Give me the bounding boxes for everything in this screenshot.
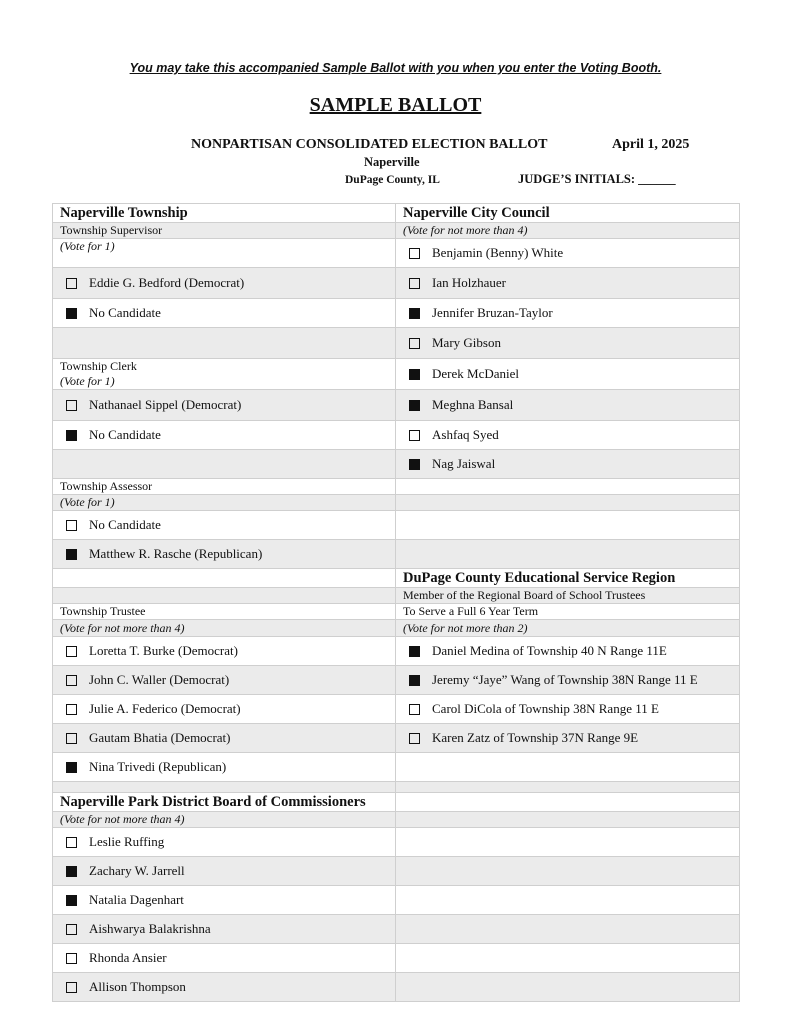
- council-instruction: (Vote for not more than 4): [396, 223, 740, 239]
- empty-cell: [396, 915, 740, 944]
- esr-instruction: (Vote for not more than 2): [396, 620, 740, 637]
- empty-cell: [396, 886, 740, 915]
- checkbox[interactable]: [66, 924, 77, 935]
- checkbox[interactable]: [66, 430, 77, 441]
- office-label: Township Clerk: [60, 359, 137, 373]
- ballot-option[interactable]: [53, 511, 396, 540]
- checkbox[interactable]: [409, 338, 420, 349]
- candidate-name: Jennifer Bruzan-Taylor: [432, 305, 553, 320]
- empty-cell: [396, 479, 740, 495]
- empty-cell: [53, 782, 396, 793]
- empty-cell: [53, 328, 396, 359]
- empty-cell: [396, 828, 740, 857]
- ballot-option[interactable]: [53, 666, 396, 695]
- checkbox[interactable]: [409, 400, 420, 411]
- esr-term: To Serve a Full 6 Year Term: [396, 604, 740, 620]
- clerk-instruction: (Vote for 1): [60, 374, 115, 388]
- candidate-name: No Candidate: [89, 305, 161, 320]
- empty-cell: [396, 540, 740, 569]
- candidate-name: Jeremy “Jaye” Wang of Township 38N Range 11 E: [432, 672, 698, 687]
- ballot-option[interactable]: [53, 857, 396, 886]
- candidate-name: Nina Trivedi (Republican): [89, 759, 227, 774]
- checkbox[interactable]: [66, 549, 77, 560]
- candidate-name: No Candidate: [89, 427, 161, 442]
- ballot-option[interactable]: [53, 915, 396, 944]
- candidate-name: Ian Holzhauer: [432, 275, 506, 290]
- checkbox[interactable]: [409, 704, 420, 715]
- candidate-name: Loretta T. Burke (Democrat): [89, 643, 238, 658]
- checkbox[interactable]: [66, 733, 77, 744]
- ballot-option[interactable]: [396, 268, 740, 299]
- ballot-option[interactable]: [53, 421, 396, 450]
- checkbox[interactable]: [66, 895, 77, 906]
- candidate-name: Nag Jaiswal: [432, 456, 496, 471]
- ballot-option[interactable]: [53, 944, 396, 973]
- empty-cell: [53, 588, 396, 604]
- checkbox[interactable]: [66, 953, 77, 964]
- empty-cell: [396, 793, 740, 812]
- ballot-option[interactable]: [396, 666, 740, 695]
- empty-cell: [396, 857, 740, 886]
- assessor-instruction: (Vote for 1): [53, 495, 396, 511]
- empty-cell: [396, 812, 740, 828]
- judge-initials-field: JUDGE’S INITIALS: ______: [518, 172, 676, 186]
- ballot-option[interactable]: [396, 695, 740, 724]
- empty-cell: [396, 782, 740, 793]
- checkbox[interactable]: [66, 646, 77, 657]
- candidate-name: Daniel Medina of Township 40 N Range 11E: [432, 643, 667, 658]
- candidate-name: Nathanael Sippel (Democrat): [89, 397, 242, 412]
- candidate-name: Zachary W. Jarrell: [89, 863, 185, 878]
- esr-office: Member of the Regional Board of School Trustees: [396, 588, 740, 604]
- candidate-name: Ashfaq Syed: [432, 427, 499, 442]
- ballot-option[interactable]: [53, 637, 396, 666]
- ballot-option[interactable]: [396, 239, 740, 268]
- candidate-name: Mary Gibson: [432, 335, 501, 350]
- candidate-name: John C. Waller (Democrat): [89, 672, 230, 687]
- ballot-table: [52, 203, 740, 1002]
- voting-booth-notice: You may take this accompanied Sample Ballot with you when you enter the Voting Booth.: [129, 61, 662, 75]
- ballot-option[interactable]: [53, 973, 396, 1002]
- ballot-option[interactable]: [396, 450, 740, 479]
- candidate-name: Matthew R. Rasche (Republican): [89, 546, 263, 561]
- ballot-option[interactable]: [53, 886, 396, 915]
- candidate-name: Eddie G. Bedford (Democrat): [89, 275, 245, 290]
- empty-cell: [396, 973, 740, 1002]
- checkbox[interactable]: [409, 459, 420, 470]
- empty-cell: [53, 450, 396, 479]
- empty-cell: [396, 511, 740, 540]
- candidate-name: Derek McDaniel: [432, 366, 519, 381]
- candidate-name: Leslie Ruffing: [89, 834, 165, 849]
- supervisor-instruction: (Vote for 1): [53, 239, 396, 268]
- checkbox[interactable]: [66, 866, 77, 877]
- checkbox[interactable]: [66, 837, 77, 848]
- county-name: DuPage County, IL: [345, 174, 440, 186]
- ballot-option[interactable]: [396, 390, 740, 421]
- checkbox[interactable]: [409, 675, 420, 686]
- candidate-name: Karen Zatz of Township 37N Range 9E: [432, 730, 639, 745]
- contest-title-esr: DuPage County Educational Service Region: [396, 569, 740, 588]
- contest-title-township: Naperville Township: [53, 204, 396, 223]
- ballot-option[interactable]: [53, 540, 396, 569]
- checkbox[interactable]: [409, 733, 420, 744]
- checkbox[interactable]: [66, 704, 77, 715]
- checkbox[interactable]: [409, 278, 420, 289]
- checkbox[interactable]: [66, 762, 77, 773]
- empty-cell: [53, 569, 396, 588]
- checkbox[interactable]: [409, 430, 420, 441]
- election-date: April 1, 2025: [612, 137, 690, 152]
- ballot-option[interactable]: [53, 268, 396, 299]
- ballot-option[interactable]: [396, 421, 740, 450]
- office-township-supervisor: Township Supervisor: [53, 223, 396, 239]
- candidate-name: Allison Thompson: [89, 979, 186, 994]
- empty-cell: [396, 944, 740, 973]
- ballot-option[interactable]: [53, 753, 396, 782]
- ballot-option[interactable]: [396, 299, 740, 328]
- checkbox[interactable]: [409, 308, 420, 319]
- empty-cell: [396, 495, 740, 511]
- candidate-name: Benjamin (Benny) White: [432, 245, 564, 260]
- candidate-name: Aishwarya Balakrishna: [89, 921, 211, 936]
- candidate-name: No Candidate: [89, 517, 161, 532]
- ballot-option[interactable]: [396, 328, 740, 359]
- checkbox[interactable]: [66, 278, 77, 289]
- checkbox[interactable]: [409, 646, 420, 657]
- checkbox[interactable]: [409, 369, 420, 380]
- ballot-name: NONPARTISAN CONSOLIDATED ELECTION BALLOT: [191, 137, 548, 152]
- ballot-option[interactable]: [396, 359, 740, 390]
- contest-title-city-council: Naperville City Council: [396, 204, 740, 223]
- city-name: Naperville: [364, 155, 420, 169]
- checkbox[interactable]: [66, 400, 77, 411]
- ballot-option[interactable]: [53, 299, 396, 328]
- ballot-option[interactable]: [396, 724, 740, 753]
- candidate-name: Rhonda Ansier: [89, 950, 167, 965]
- ballot-option[interactable]: [396, 637, 740, 666]
- candidate-name: Natalia Dagenhart: [89, 892, 184, 907]
- candidate-name: Carol DiCola of Township 38N Range 11 E: [432, 701, 659, 716]
- office-township-trustee: Township Trustee: [53, 604, 396, 620]
- page-title: SAMPLE BALLOT: [309, 94, 482, 116]
- candidate-name: Meghna Bansal: [432, 397, 514, 412]
- empty-cell: [396, 753, 740, 782]
- office-township-clerk: [53, 359, 396, 390]
- checkbox[interactable]: [66, 675, 77, 686]
- checkbox[interactable]: [66, 520, 77, 531]
- ballot-option[interactable]: [53, 695, 396, 724]
- checkbox[interactable]: [66, 982, 77, 993]
- ballot-option[interactable]: [53, 828, 396, 857]
- checkbox[interactable]: [409, 248, 420, 259]
- candidate-name: Gautam Bhatia (Democrat): [89, 730, 231, 745]
- trustee-instruction: (Vote for not more than 4): [53, 620, 396, 637]
- ballot-option[interactable]: [53, 724, 396, 753]
- candidate-name: Julie A. Federico (Democrat): [89, 701, 241, 716]
- ballot-option[interactable]: [53, 390, 396, 421]
- contest-title-park-district: Naperville Park District Board of Commissioners: [53, 793, 396, 812]
- office-township-assessor: Township Assessor: [53, 479, 396, 495]
- park-instruction: (Vote for not more than 4): [53, 812, 396, 828]
- checkbox[interactable]: [66, 308, 77, 319]
